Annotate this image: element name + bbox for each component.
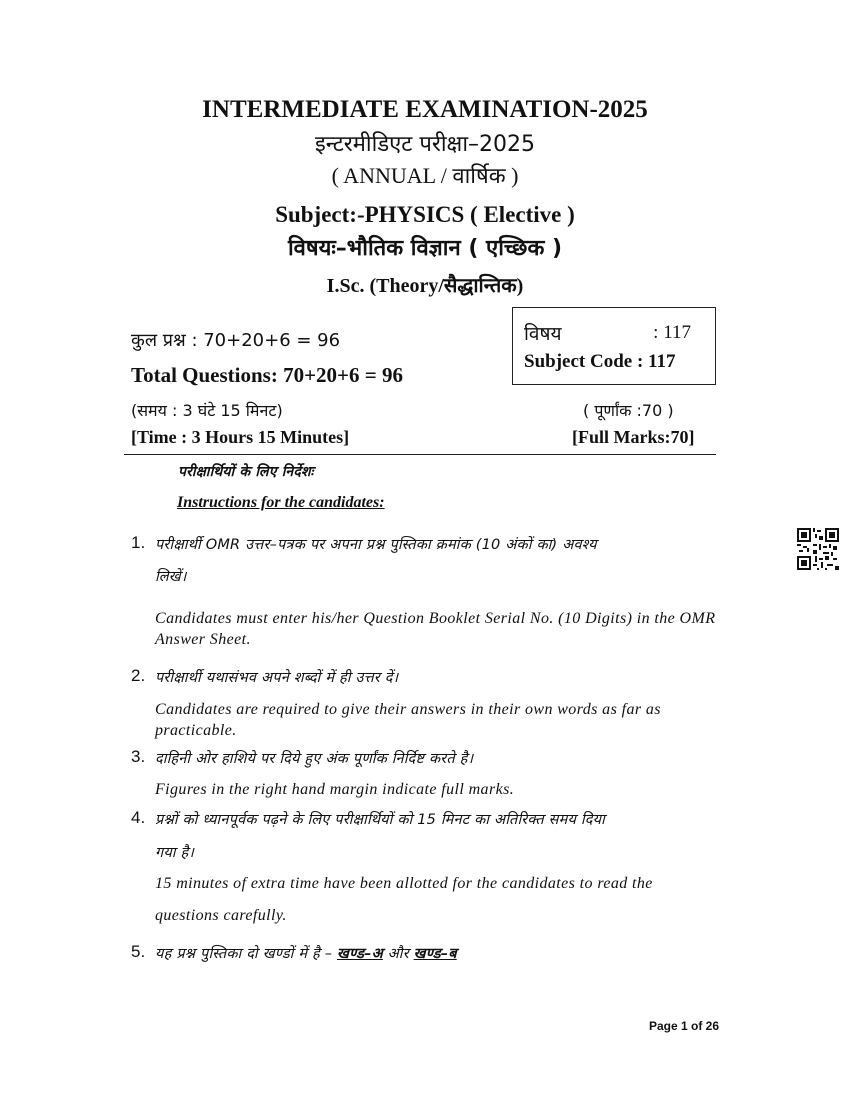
- instruction-english: Candidates are required to give their answers in their own words as far as practicable.: [155, 701, 661, 739]
- item-number: 3.: [131, 747, 146, 766]
- course-title: I.Sc. (Theory/सैद्धान्तिक): [326, 275, 524, 297]
- instruction-english: 15 minutes of extra time have been allotted for the candidates to read the: [155, 875, 653, 892]
- instruction-hindi: दाहिनी ओर हाशिये पर दिये हुए अंक पूर्णांक निर्दिष्ट करते है।: [155, 751, 474, 767]
- full-marks-hindi: ( पूर्णांक :70 ): [583, 401, 674, 420]
- item-number: 4.: [131, 808, 146, 827]
- exam-title: INTERMEDIATE EXAMINATION-2025: [202, 96, 648, 123]
- instruction-hindi-cont: लिखें।: [155, 569, 187, 585]
- section-a-label: खण्ड–अ: [337, 946, 383, 962]
- instruction-hindi: प्रश्नों को ध्यानपूर्वक पढ़ने के लिए परीक्षार्थियों को 15 मिनट का अतिरिक्त समय दिया: [155, 812, 605, 828]
- total-questions-hindi: कुल प्रश्न : 70+20+6 = 96: [131, 330, 341, 351]
- exam-session: ( ANNUAL / वार्षिक ): [331, 163, 519, 188]
- instruction-hindi: [155, 943, 457, 963]
- sections-intro: यह प्रश्न पुस्तिका दो खण्डों में है –: [155, 946, 338, 962]
- full-marks: [Full Marks:70]: [572, 427, 695, 447]
- time-allowed: [Time : 3 Hours 15 Minutes]: [131, 427, 350, 447]
- subject-title: Subject:-PHYSICS ( Elective ): [275, 202, 575, 227]
- total-questions: Total Questions: 70+20+6 = 96: [131, 363, 403, 387]
- instruction-english-cont: questions carefully.: [155, 907, 287, 924]
- subject-code-label: Subject Code : 117: [524, 351, 676, 372]
- subject-code-value-hindi: : 117: [653, 322, 691, 343]
- page-number: Page 1 of 26: [649, 1019, 720, 1033]
- time-hindi: (समय : 3 घंटे 15 मिनट): [131, 401, 283, 420]
- qr-code-icon: [797, 528, 839, 570]
- subject-code-label-hindi: विषय: [524, 323, 562, 345]
- subject-title-hindi: विषयः–भौतिक विज्ञान ( एच्छिक ): [287, 236, 563, 261]
- instruction-english: Figures in the right hand margin indicate full marks.: [155, 781, 515, 798]
- instructions-heading: Instructions for the candidates:: [177, 494, 385, 511]
- instructions-heading-hindi: परीक्षार्थियों के लिए निर्देशः: [178, 464, 314, 480]
- section-b-label: खण्ड–ब: [413, 946, 457, 962]
- item-number: 1.: [131, 533, 146, 552]
- instruction-hindi-cont: गया है।: [155, 845, 195, 861]
- instruction-hindi: परीक्षार्थी OMR उत्तर–पत्रक पर अपना प्रश्न पुस्तिका क्रमांक (10 अंकों का) अवश्य: [155, 537, 597, 553]
- instruction-english: Candidates must enter his/her Question Booklet Serial No. (10 Digits) in the OMR Answer Sheet.: [155, 610, 716, 648]
- divider: [124, 454, 716, 455]
- subject-code-box: [512, 307, 716, 385]
- item-number: 2.: [131, 666, 146, 685]
- item-number: 5.: [131, 942, 146, 961]
- instruction-hindi: परीक्षार्थी यथासंभव अपने शब्दों में ही उत्तर दें।: [155, 670, 399, 686]
- exam-title-hindi: इन्टरमीडिएट परीक्षा–2025: [314, 132, 536, 157]
- sections-and: और: [382, 946, 414, 962]
